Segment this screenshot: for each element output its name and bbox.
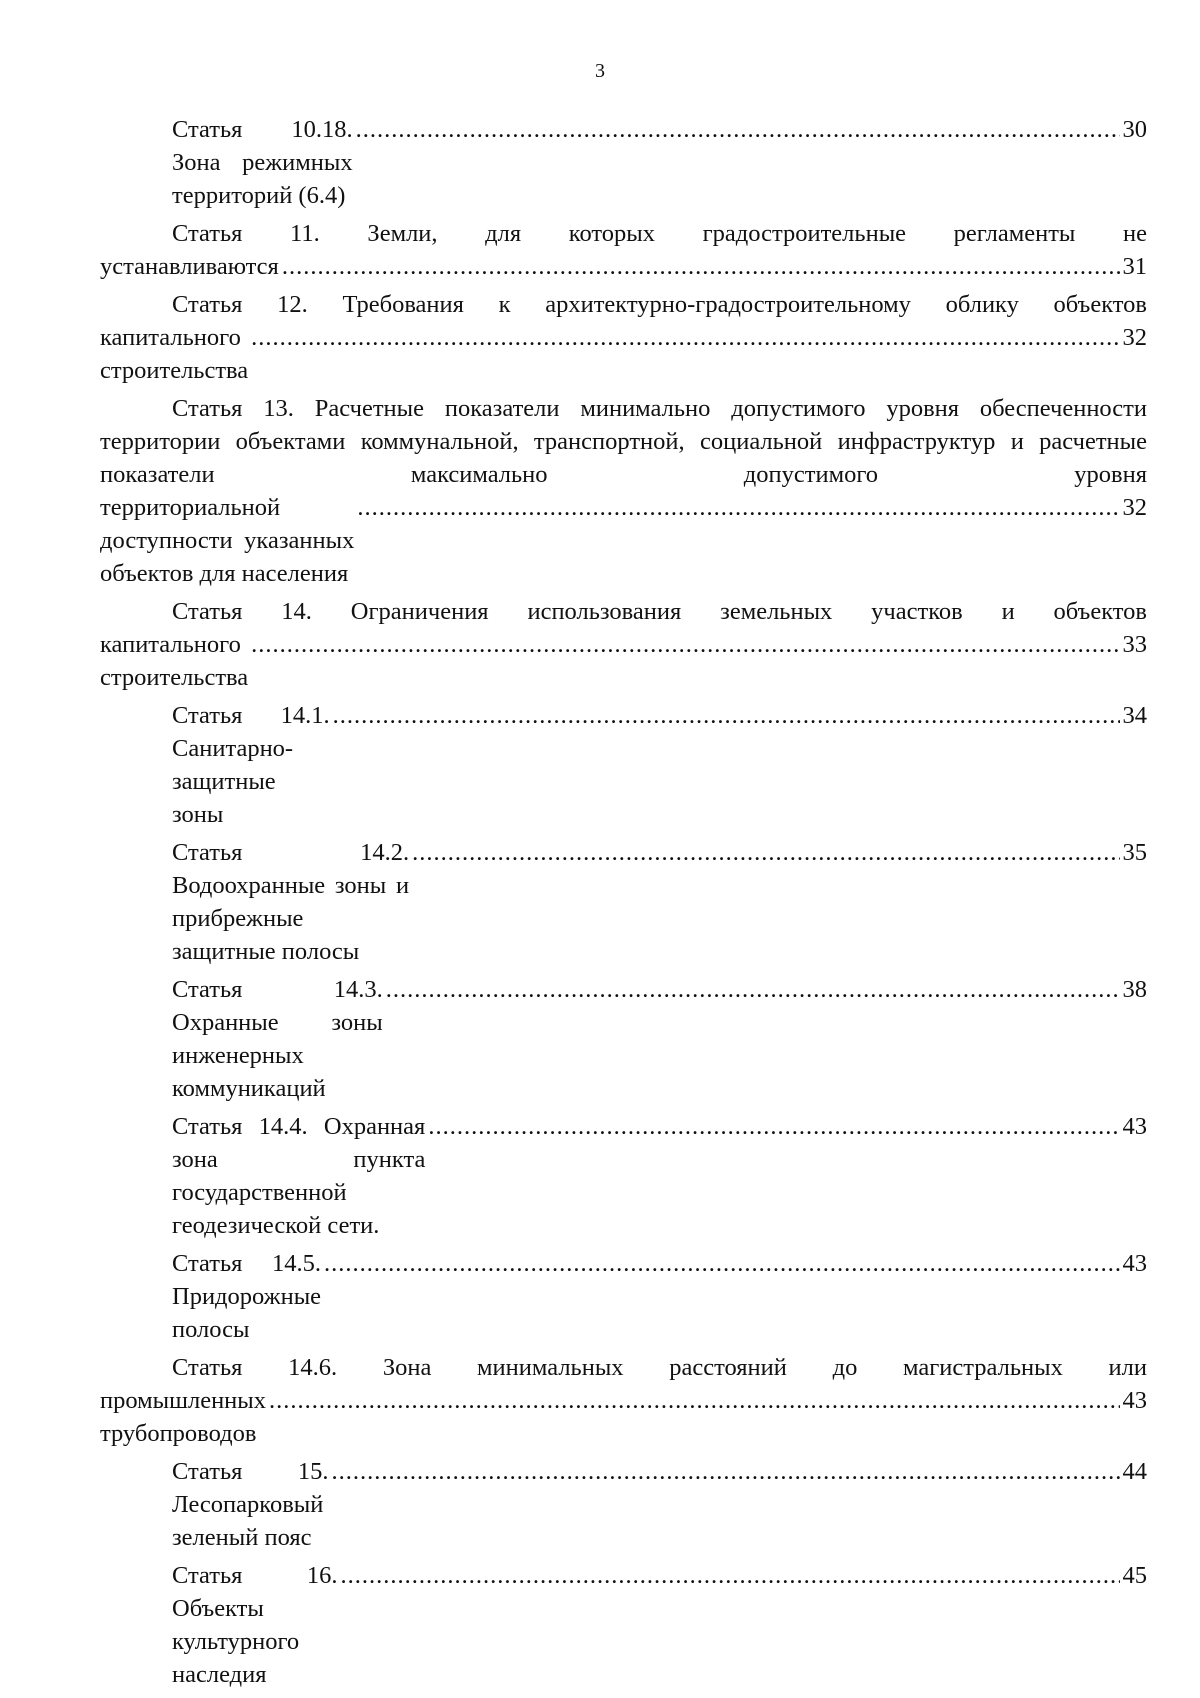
toc-entry-last-line [100,628,1147,694]
toc-entry-last-line [100,1384,1147,1450]
toc-entry[interactable] [100,1110,1147,1242]
toc-entry[interactable] [100,595,1147,694]
toc-entry-title: Статья 14.4. Охранная зона пункта государственной геодезической сети. [172,1113,426,1239]
toc-entry-page-number: 45 [1122,1562,1147,1589]
toc-entry-title: устанавливаются [100,253,279,280]
toc-entry-last-line [100,250,1147,283]
dot-leader [324,1247,1119,1280]
toc-entry-title: Статья 14.2. Водоохранные зоны и прибрежные защитные полосы [172,839,410,965]
dot-leader [282,250,1120,283]
toc-entry-last-line [100,1455,1147,1554]
toc-entry-last-line [100,491,1147,590]
toc-entry-title: Статья 16. Объекты культурного наследия [172,1562,338,1688]
toc-entry[interactable] [100,217,1147,283]
toc-entry-page-number: 34 [1122,702,1147,729]
toc-entry-title: капитального строительства [100,631,249,691]
toc-entry-last-line [100,321,1147,387]
toc-entry-title-lines: Статья 13. Расчетные показатели минимально допустимого уровня обеспеченности территории объектами коммунальной, транспортной, социальной инфраструктур и расчетные показатели максимально допустимого уровня [100,395,1147,488]
toc-entry-page-number: 32 [1122,494,1147,521]
toc-entry[interactable] [100,113,1147,212]
table-of-contents [100,113,1147,1696]
toc-entry-last-line [100,1110,1147,1242]
toc-entry-title: Статья 14.3. Охранные зоны инженерных коммуникаций [172,976,383,1102]
toc-entry[interactable] [100,1559,1147,1691]
toc-entry-title-lines: Статья 11. Земли, для которых градостроительные регламенты не [172,220,1147,247]
toc-entry-page-number: 43 [1122,1113,1147,1140]
toc-entry[interactable] [100,1247,1147,1346]
toc-entry-title: промышленных трубопроводов [100,1387,267,1447]
toc-entry-title: Статья 14.5. Придорожные полосы [172,1250,322,1343]
toc-entry[interactable] [100,288,1147,387]
toc-entry-page-number: 38 [1122,976,1147,1003]
toc-entry[interactable] [100,1351,1147,1450]
toc-entry-page-number: 43 [1122,1387,1147,1414]
dot-leader [251,321,1119,354]
dot-leader [412,836,1119,869]
dot-leader [341,1559,1120,1592]
toc-entry-last-line [100,973,1147,1105]
toc-entry-page-number: 35 [1122,839,1147,866]
dot-leader [357,491,1119,524]
toc-entry-title: территориальной доступности указанных объектов для населения [100,494,355,587]
dot-leader [331,1455,1119,1488]
dot-leader [269,1384,1119,1417]
toc-entry-title: Статья 10.18. Зона режимных территорий (6.4) [172,116,353,209]
toc-entry-title-lines: Статья 14.6. Зона минимальных расстояний до магистральных или [172,1354,1147,1381]
toc-entry[interactable] [100,699,1147,831]
toc-entry[interactable] [100,1455,1147,1554]
toc-entry-page-number: 44 [1122,1458,1147,1485]
toc-entry-page-number: 30 [1122,116,1147,143]
toc-entry[interactable] [100,836,1147,968]
toc-entry-title-lines: Статья 14. Ограничения использования земельных участков и объектов [172,598,1147,625]
toc-entry-last-line [100,699,1147,831]
toc-entry-last-line [100,113,1147,212]
dot-leader [356,113,1120,146]
dot-leader [333,699,1120,732]
toc-entry-page-number: 32 [1122,324,1147,351]
toc-entry[interactable] [100,392,1147,590]
page-number: 3 [595,60,605,82]
dot-leader [386,973,1120,1006]
toc-entry-last-line [100,1247,1147,1346]
toc-entry-last-line [100,1559,1147,1691]
toc-entry[interactable] [100,973,1147,1105]
dot-leader [251,628,1119,661]
dot-leader [428,1110,1119,1143]
toc-entry-page-number: 43 [1122,1250,1147,1277]
toc-entry-page-number: 31 [1122,253,1147,280]
toc-entry-page-number: 33 [1122,631,1147,658]
toc-entry-title: Статья 15. Лесопарковый зеленый пояс [172,1458,329,1551]
toc-entry-title: Статья 14.1. Санитарно-защитные зоны [172,702,330,828]
toc-entry-title-lines: Статья 12. Требования к архитектурно-градостроительному облику объектов [172,291,1147,318]
toc-entry-last-line [100,836,1147,968]
toc-entry-title: капитального строительства [100,324,249,384]
